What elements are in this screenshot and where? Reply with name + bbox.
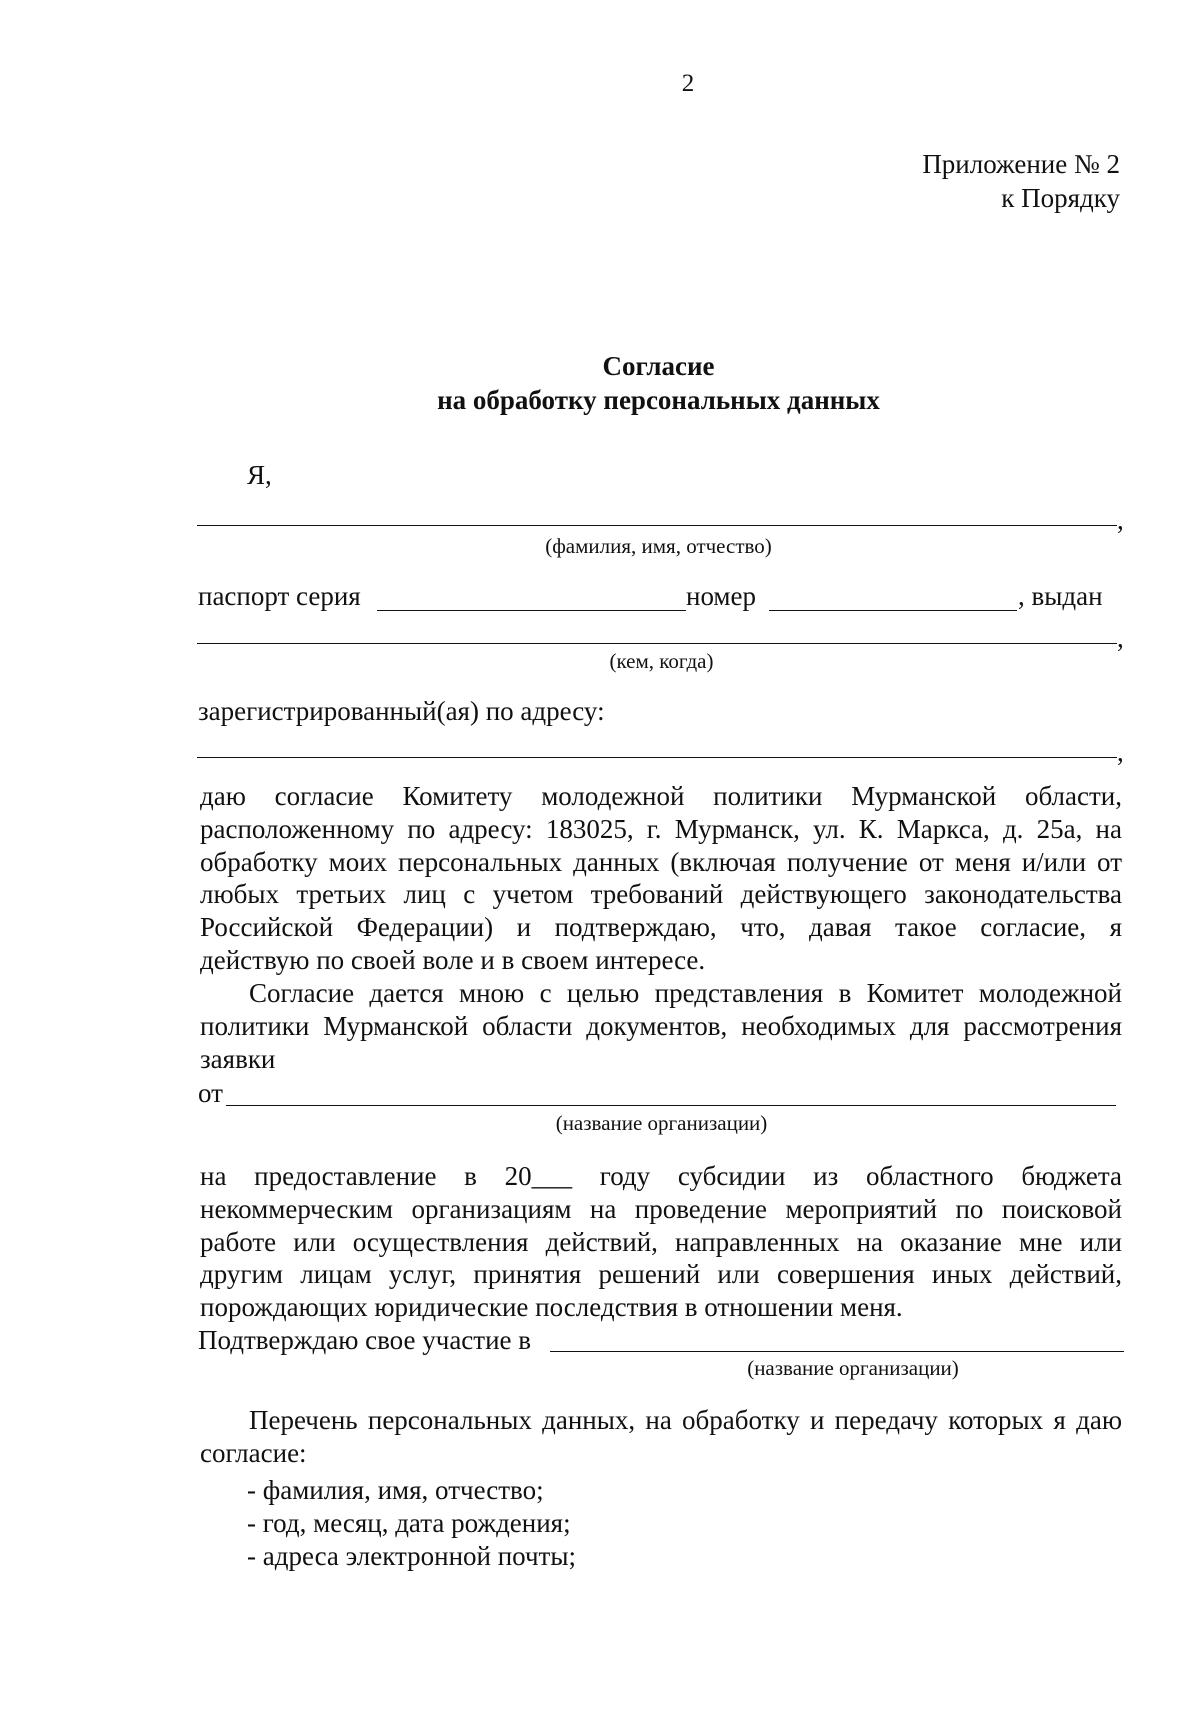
issued-line — [197, 643, 1117, 644]
paragraph-line: Согласие дается мною с целью представления в Комитет молодежной — [249, 978, 1122, 1008]
from-org-caption: (название организации) — [555, 1111, 768, 1135]
paragraph-line: обработку моих персональных данных (включая получение от меня и/или от — [200, 846, 1122, 877]
address-comma: , — [1117, 737, 1124, 767]
paragraph-line: некоммерческим организациям на проведение мероприятий по поисковой — [200, 1193, 1122, 1224]
paragraph-line: Перечень персональных данных, на обработку и передачу которых я даю — [249, 1405, 1122, 1435]
list-item: - фамилия, имя, отчество; — [247, 1475, 544, 1505]
paragraph-line: любых третьих лиц с учетом требований действующего законодательства — [200, 879, 1122, 910]
issued-comma: , — [1117, 623, 1124, 653]
list-intro-paragraph — [200, 1404, 1122, 1470]
paragraph-line: расположенному по адресу: 183025, г. Мурманск, ул. К. Маркса, д. 25а, на — [200, 813, 1122, 844]
registered-label: зарегистрированный(ая) по адресу: — [198, 696, 605, 726]
passport-number-label: номер — [686, 581, 757, 611]
provision-paragraph — [200, 1160, 1122, 1324]
passport-number-line — [769, 610, 1017, 611]
paragraph-line: на предоставление в 20___ году субсидии из областного бюджета — [200, 1161, 1122, 1191]
appendix-line-1: Приложение № 2 — [922, 149, 1120, 179]
fio-caption: (фамилия, имя, отчество) — [545, 534, 772, 558]
paragraph-line: заявки — [200, 1043, 276, 1074]
paragraph-line: порождающих юридические последствия в отношении меня. — [200, 1292, 903, 1323]
participation-org-line — [550, 1351, 1124, 1352]
fio-label: Я, — [247, 460, 272, 490]
from-org-line — [226, 1105, 1116, 1106]
from-label: от — [198, 1078, 223, 1108]
paragraph-line: Российской Федерации) и подтверждаю, что, давая такое согласие, я — [200, 912, 1122, 943]
fio-line — [197, 525, 1117, 526]
passport-issued-label: , выдан — [1018, 581, 1103, 611]
fio-comma: , — [1117, 505, 1124, 535]
paragraph-line: работе или осуществления действий, направленных на оказание мне или — [200, 1226, 1122, 1257]
consent-paragraph — [200, 780, 1122, 977]
paragraph-line: другим лицам услуг, принятия решений или совершения иных действий, — [200, 1259, 1122, 1290]
list-item: - год, месяц, дата рождения; — [247, 1508, 571, 1538]
paragraph-line: даю согласие Комитету молодежной политики Мурманской области, — [200, 781, 1122, 811]
participation-caption: (название организации) — [747, 1356, 959, 1380]
issued-caption: (кем, когда) — [609, 649, 714, 673]
appendix-line-2: к Порядку — [1001, 183, 1120, 213]
paragraph-line: политики Мурманской области документов, необходимых для рассмотрения — [200, 1010, 1122, 1041]
document-title: Согласие — [602, 351, 715, 381]
participation-label: Подтверждаю свое участие в — [198, 1325, 532, 1355]
paragraph-line: действую по своей воле и в своем интересе. — [200, 944, 706, 975]
address-line — [197, 757, 1117, 758]
passport-series-label: паспорт серия — [198, 581, 361, 611]
list-item: - адреса электронной почты; — [247, 1541, 576, 1571]
paragraph-line: согласие: — [200, 1437, 307, 1468]
page-number: 2 — [681, 70, 695, 97]
purpose-paragraph — [200, 977, 1122, 1075]
passport-series-line — [377, 610, 686, 611]
document-subtitle: на обработку персональных данных — [437, 385, 880, 415]
